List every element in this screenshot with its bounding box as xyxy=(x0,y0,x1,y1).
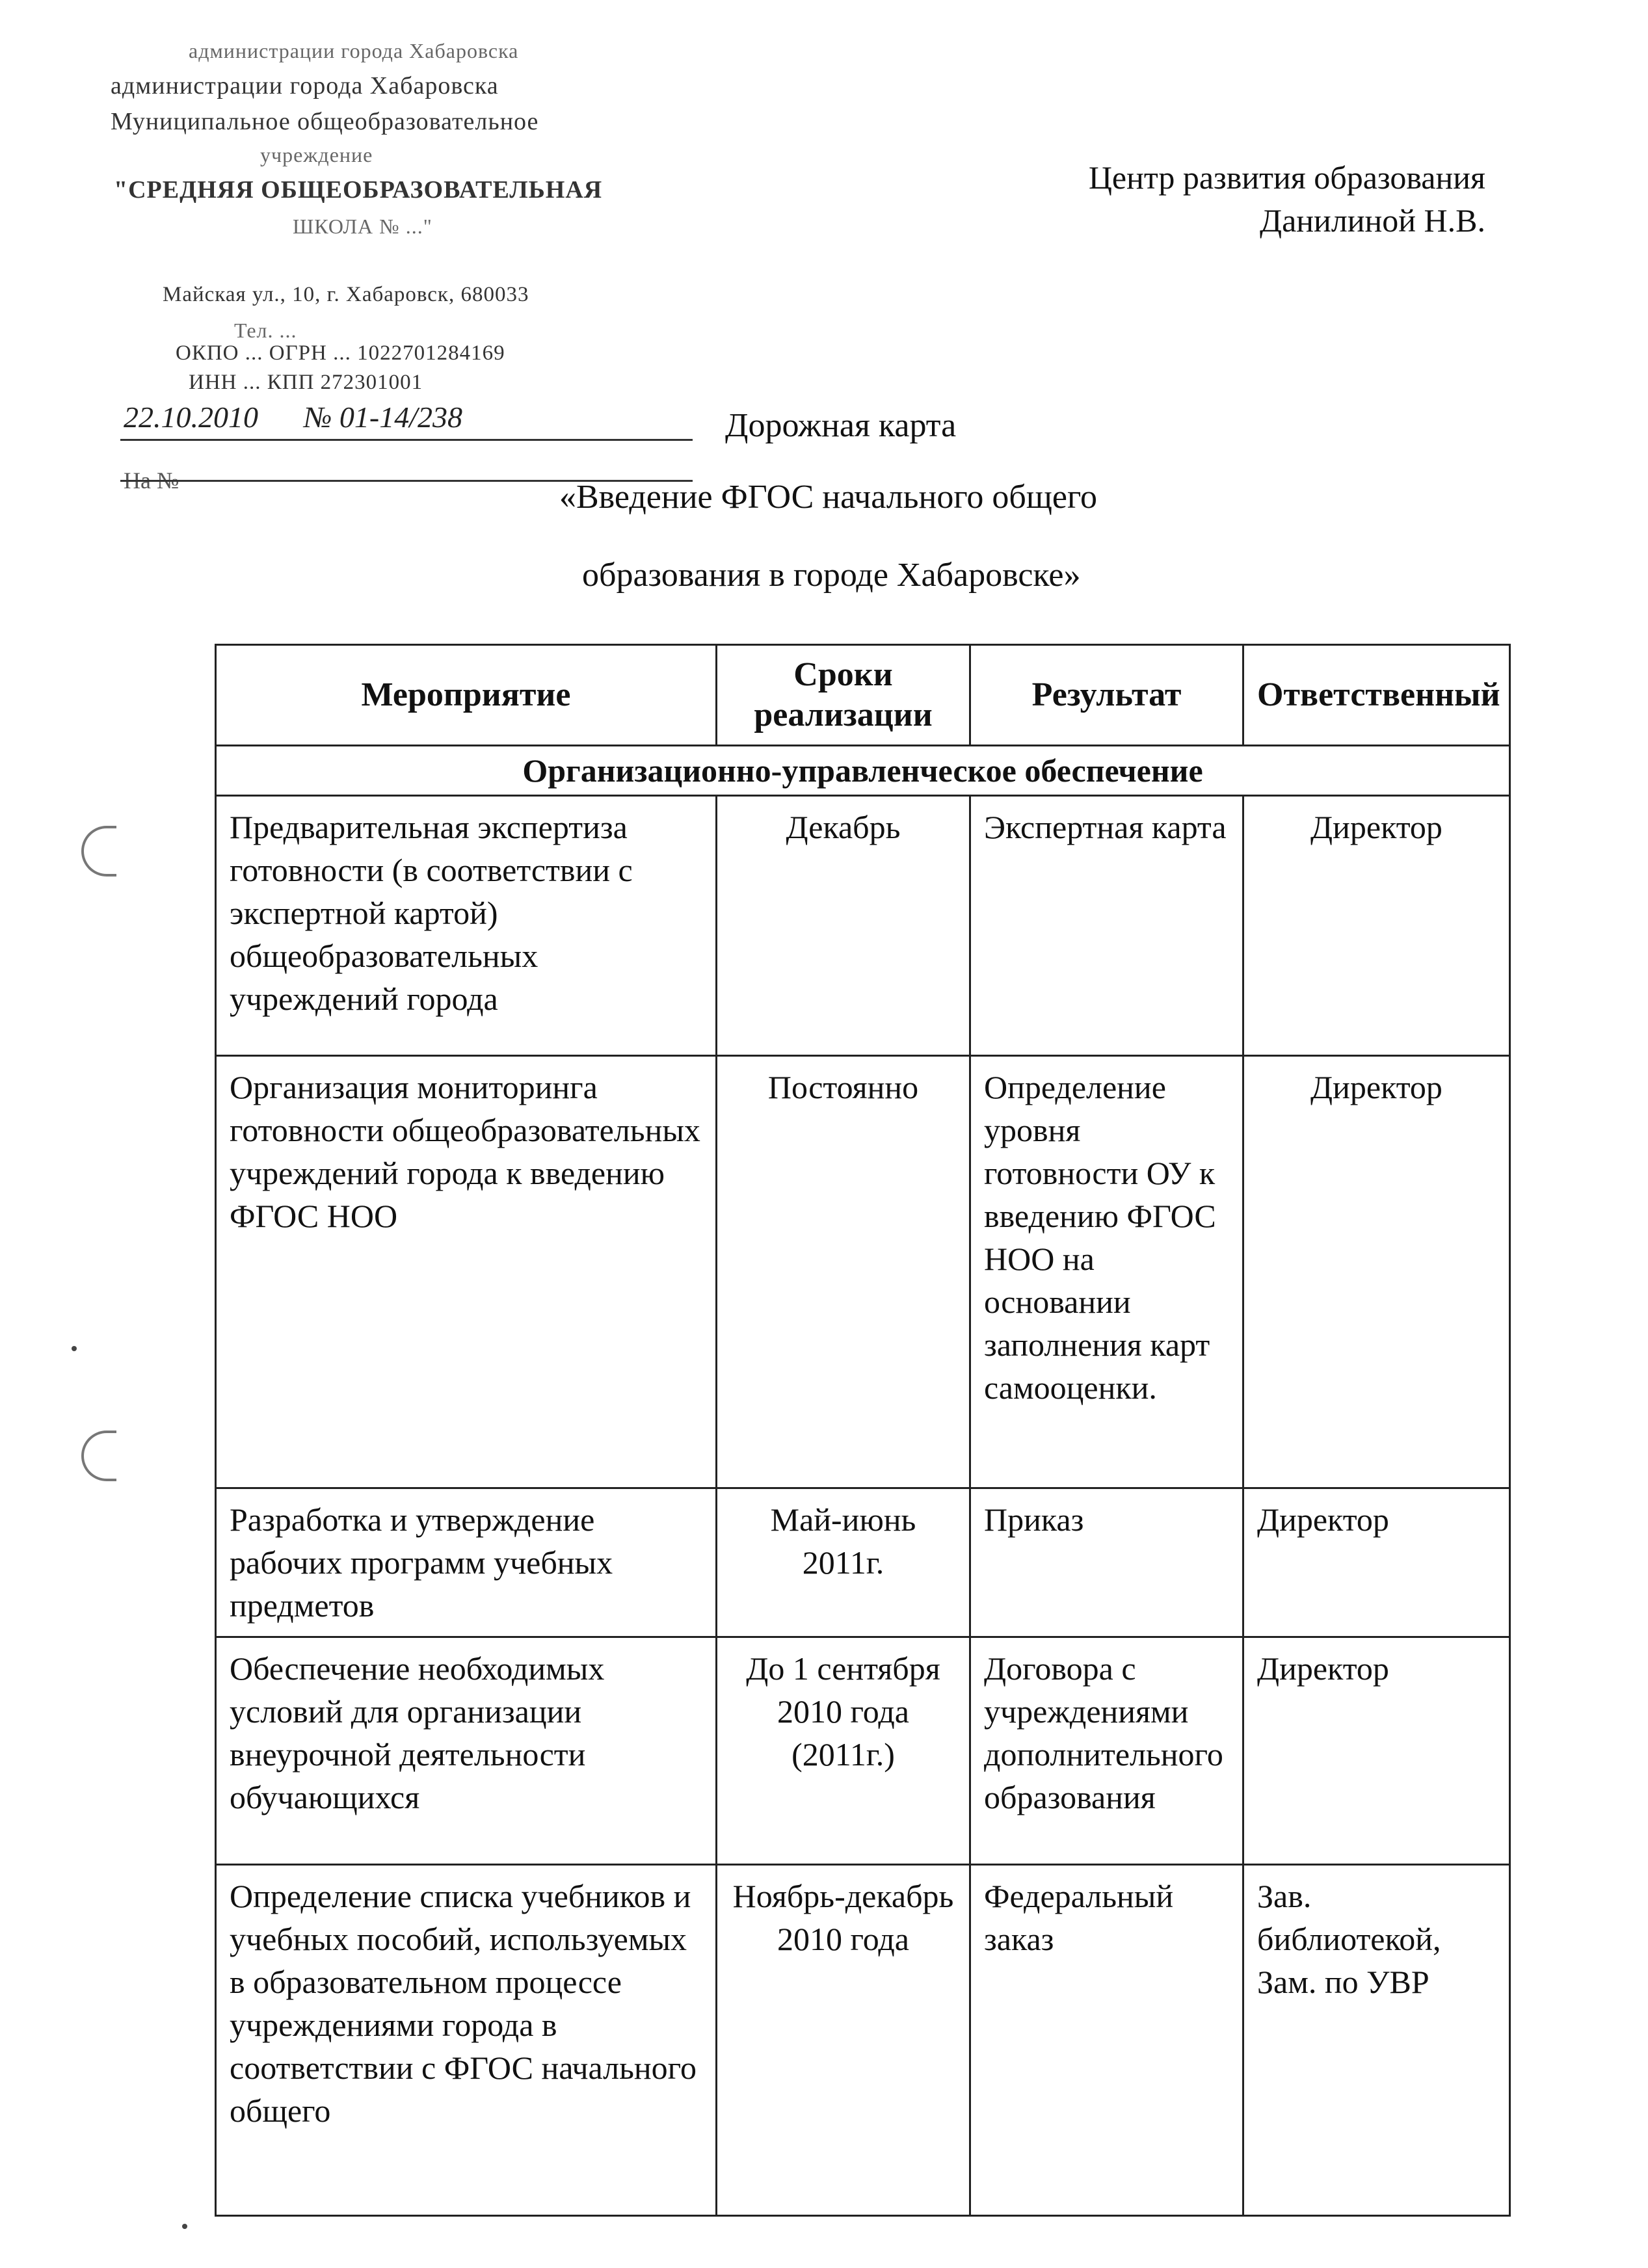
cell-result: Приказ xyxy=(970,1488,1243,1637)
cell-event: Обеспечение необходимых условий для организации внеурочной деятельности обучающихся xyxy=(216,1637,717,1865)
cell-term: Декабрь xyxy=(717,796,970,1056)
table-row xyxy=(216,1637,1510,1865)
scan-speck xyxy=(72,1346,77,1351)
stamp-line: ИНН ... КПП 272301001 xyxy=(189,371,423,394)
table-row xyxy=(216,1488,1510,1637)
cell-responsible: Зав. библиотекой, Зам. по УВР xyxy=(1243,1865,1510,2216)
header-responsible: Ответственный xyxy=(1243,645,1510,746)
registration-date-number xyxy=(124,400,462,434)
addressee-block xyxy=(1089,156,1485,242)
registration-underline xyxy=(120,439,693,441)
cell-result: Определение уровня готовности ОУ к введению ФГОС НОО на основании заполнения карт самооценки. xyxy=(970,1056,1243,1488)
stamp-line: "СРЕДНЯЯ ОБЩЕОБРАЗОВАТЕЛЬНАЯ xyxy=(114,176,603,204)
cell-responsible: Директор xyxy=(1243,1637,1510,1865)
table-section-row xyxy=(216,746,1510,796)
cell-term: Ноябрь-декабрь 2010 года xyxy=(717,1865,970,2216)
cell-event: Определение списка учебников и учебных пособий, используемых в образовательном процессе учреждениями города в соответствии с ФГОС начального общего xyxy=(216,1865,717,2216)
roadmap-table xyxy=(215,644,1511,2217)
section-title: Организационно-управленческое обеспечение xyxy=(216,746,1510,796)
cell-term: Май-июнь 2011г. xyxy=(717,1488,970,1637)
stamp-line: Муниципальное общеобразовательное xyxy=(111,108,539,135)
stamp-line: Майская ул., 10, г. Хабаровск, 680033 xyxy=(163,283,529,306)
cell-responsible: Директор xyxy=(1243,796,1510,1056)
addressee-name: Данилиной Н.В. xyxy=(1260,202,1485,239)
table-row xyxy=(216,1865,1510,2216)
document-title: Дорожная карта xyxy=(725,407,957,444)
registration-date: 22.10.2010 xyxy=(124,401,258,434)
stamp-line: администрации города Хабаровска xyxy=(111,72,499,99)
cell-term: До 1 сентября 2010 года (2011г.) xyxy=(717,1637,970,1865)
stamp-line: ШКОЛА № ..." xyxy=(293,215,432,238)
cell-event: Предварительная экспертиза готовности (в соответствии с экспертной картой) общеобразовательных учреждений города xyxy=(216,796,717,1056)
document-subtitle-line1: «Введение ФГОС начального общего xyxy=(559,479,1097,516)
cell-responsible: Директор xyxy=(1243,1488,1510,1637)
addressee-org: Центр развития образования xyxy=(1088,159,1485,196)
cell-result: Экспертная карта xyxy=(970,796,1243,1056)
punch-hole-mark xyxy=(81,826,116,877)
stamp-line: Тел. ... xyxy=(234,319,297,342)
punch-hole-mark xyxy=(81,1431,116,1481)
cell-event: Разработка и утверждение рабочих программ учебных предметов xyxy=(216,1488,717,1637)
stamp-line: ОКПО ... ОГРН ... 1022701284169 xyxy=(176,341,505,365)
stamp-line: учреждение xyxy=(260,143,373,166)
table-row xyxy=(216,796,1510,1056)
table-row xyxy=(216,1056,1510,1488)
cell-result: Договора с учреждениями дополнительного образования xyxy=(970,1637,1243,1865)
header-event: Мероприятие xyxy=(216,645,717,746)
stamp-line: администрации города Хабаровска xyxy=(189,39,519,62)
table-header-row xyxy=(216,645,1510,746)
header-result: Результат xyxy=(970,645,1243,746)
header-term: Сроки реализации xyxy=(717,645,970,746)
document-subtitle-line2: образования в городе Хабаровске» xyxy=(582,557,1081,594)
scan-speck xyxy=(182,2224,187,2229)
cell-event: Организация мониторинга готовности общеобразовательных учреждений города к введению ФГОС НОО xyxy=(216,1056,717,1488)
reply-to-label: На № xyxy=(124,468,179,494)
cell-term: Постоянно xyxy=(717,1056,970,1488)
cell-result: Федеральный заказ xyxy=(970,1865,1243,2216)
registration-number: № 01-14/238 xyxy=(304,401,462,434)
cell-responsible: Директор xyxy=(1243,1056,1510,1488)
